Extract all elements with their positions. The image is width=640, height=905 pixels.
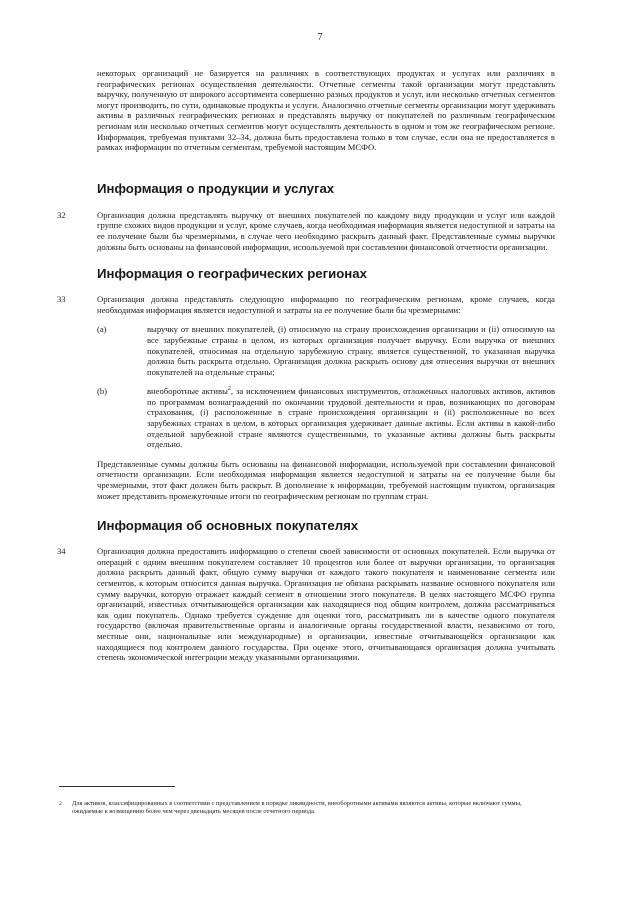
paragraph-text: Организация должна представлять следующую информацию по географическим регионам, кроме случаев, когда необходимая информация является недоступной и затраты на ее получение были бы чрезмерными: [97,294,555,315]
list-item-text [147,386,555,450]
footnote [59,800,529,817]
list-item-a [97,324,555,377]
paragraph-text: Организация должна представлять выручку от внешних покупателей по каждому виду продукции и услуг или каждой группе схожих видов продукции и услуг, кроме случаев, когда необходимая информация является недоступной и затраты на ее получение были бы чрезмерными, в случае чего необходимо раскрыть данный факт. Представленные суммы выручки должны быть основаны на финансовой информации, используемой при составлении финансовой отчетности организации. [97,209,555,252]
footnote-mark: 2 [59,801,62,807]
heading-products-services: Информация о продукции и услугах [97,180,335,196]
list-item-text-end: , за исключением финансовых инструментов, отложенных налоговых активов, активов по программам вознаграждений по окончании трудовой деятельности и прав, возникающих по договорам страхования, (i) расположенные в стране происхождения организации и (ii) расположенные во всех зарубежных странах в целом, в которых организация удерживает данные активы. Если активы в какой-либо отдельной зарубежной стране являются существенными, то указанные активы должны быть раскрыты отдельно. [147,386,555,450]
footnote-text: Для активов, классифицированных в соответствии с представлением в порядке ликвидности, внеоборотными активами являются активы, которые включают суммы, ожидаемые к возмещению более чем через двенадцать месяцев после отчетного периода. [72,800,522,816]
heading-major-customers: Информация об основных покупателях [97,518,359,534]
document-body [57,68,555,663]
paragraph-number: 33 [57,294,66,305]
intro-paragraph: некоторых организаций не базируется на различиях в соответствующих продуктах и услугах или различиях в географических регионах осуществления деятельности. Отчетные сегменты такой организации могут представлять выручку, полученную от широкого ассортимента совершенно разных продуктов и услуг, или несколько отчетных сегментов могут производить, по сути, одинаковые продукты и услуги. Аналогично отчетные сегменты организации могут удерживать активы в различных географических регионах и представлять выручку от покупателей по различным географическим регионам или несколько отчетных сегментов могут осуществлять деятельность в одном и том же географическом регионе. Информация, требуемая пунктами 32–34, должна быть предоставлена только в том случае, если она не предоставляется в рамках информации по отчетным сегментам, требуемой настоящим МСФО. [97,68,555,153]
paragraph-number: 32 [57,209,66,220]
list-item-text: выручку от внешних покупателей, (i) относимую на страну происхождения организации и (ii) относимую на все зарубежные страны в целом, из которых организация получает выручку. Если выручка от внешних покупателей, относимая на отдельную зарубежную страну, является существенной, то указанная выручка должна быть раскрыта отдельно. Организация должна раскрыть основу для отнесения выручки от внешних покупателей на отдельные страны; [147,324,555,377]
list-marker: (a) [97,324,107,335]
paragraph-33 [57,294,555,315]
paragraph-32 [57,209,555,252]
heading-geographic-regions: Информация о географических регионах [97,266,367,282]
list-marker: (b) [97,386,108,397]
paragraph-number: 34 [57,546,66,557]
regions-closing-paragraph: Представленные суммы должны быть основаны на финансовой информации, используемой при составлении финансовой отчетности организации. Если необходимая информация является недоступной и затраты на ее получение были бы чрезмерными, этот факт должен быть раскрыт. В дополнение к информации, требуемой настоящим пунктом, организация может представить промежуточные итоги по географическим регионам по группам стран. [97,458,555,501]
list-item-b [97,386,555,450]
footnote-separator [59,786,175,787]
paragraph-text: Организация должна предоставить информацию о степени своей зависимости от основных покупателей. Если выручка от операций с одним внешним покупателем составляет 10 процентов или более от выручки организации, то организация должна раскрыть данный факт, общую сумму выручки от каждого такого покупателя и наименование сегмента или сегментов, к которым относится данная выручка. Организация не обязана раскрывать название основного покупателя или сумму выручки, которую отражает каждый сегмент в отношении этого покупателя. В целях настоящего МСФО группа организаций, известных отчитывающейся организации как находящиеся под общим контролем, должна рассматриваться как один покупатель. Однако требуется суждение для оценки того, рассматривать ли в качестве одного покупателя государство (включая правительственные органы и аналогичные органы государственной власти, независимо от того, местные они, национальные или международные) и организации, известные отчитывающейся организации как находящиеся под контролем данного государства. При оценке этого, отчитывающаяся организация должна учитывать степень экономической интеграции между указанными организациями. [97,546,555,663]
list-item-text-start: внеоборотные активы [147,386,228,397]
page-number: 7 [317,32,323,43]
footnote-reference[interactable]: 2 [227,386,231,393]
paragraph-34 [57,546,555,663]
